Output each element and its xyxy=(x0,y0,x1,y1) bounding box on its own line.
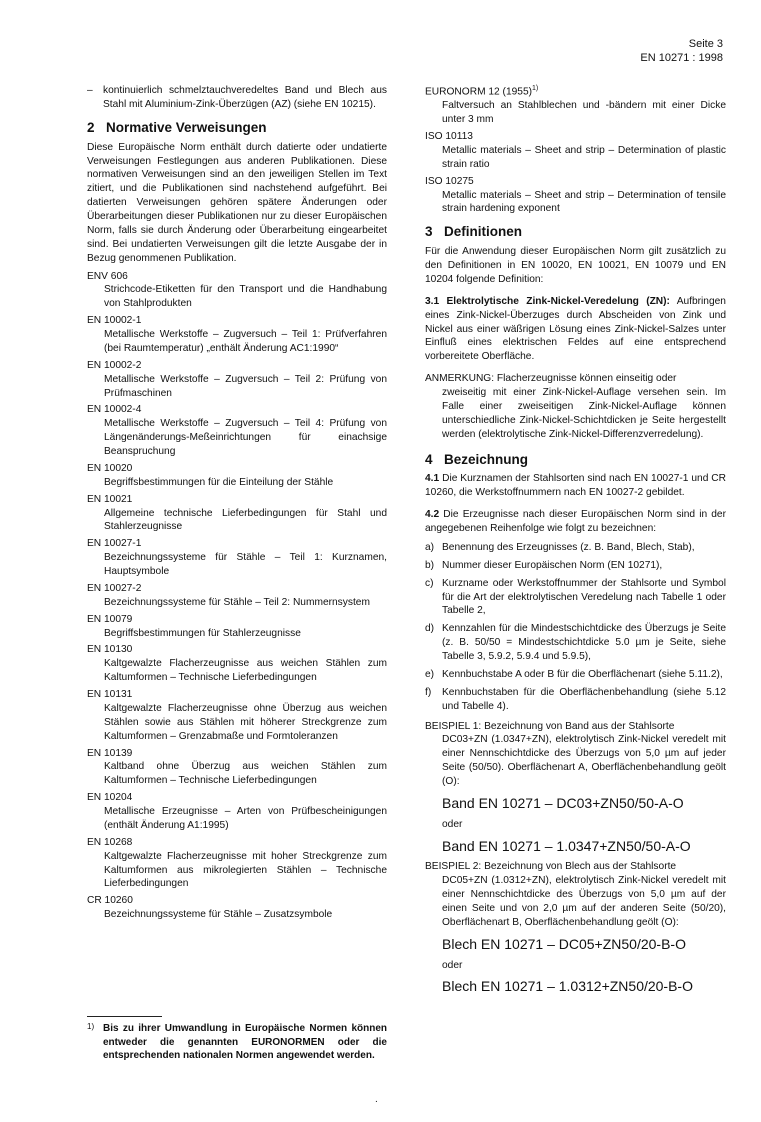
list-item-text: Kurzname oder Werkstoffnummer der Stahlsorte und Symbol für die Art der elektrolytischen Veredelung nach Tabelle 1 oder Tabelle 2, xyxy=(442,577,726,617)
oder-text: oder xyxy=(442,818,463,830)
reference-title: Metallic materials – Sheet and strip – Determination of tensile strain hardening exponent xyxy=(442,189,726,215)
definition-text: Aufbringen eines Zink-Nickel-Überzuges durch Abscheiden von Zink und Nickel aus einer wäßrigen Lösung eines Zink-Nickel-Salzes unter Einfluß eines elektrischen Feldes auf eine entsprechend vorbereitete Oberfläche. xyxy=(425,295,726,363)
reference-entry xyxy=(87,643,387,685)
paragraph-text: Die Kurznamen der Stahlsorten sind nach EN 10027-1 und CR 10260, die Werkstoffnummern nach EN 10027-2 gebildet. xyxy=(425,473,726,499)
example-label: BEISPIEL 2: xyxy=(425,861,482,873)
reference-entry xyxy=(87,894,387,922)
definition-3-1 xyxy=(425,295,726,364)
list-item xyxy=(425,668,726,682)
note-first-text: Flacherzeugnisse können einseitig oder xyxy=(496,373,677,385)
reference-code: EN 10021 xyxy=(87,493,133,505)
designation-code: Blech EN 10271 – 1.0312+ZN50/20-B-O xyxy=(442,978,693,995)
reference-title: Metallische Werkstoffe – Zugversuch – Teil 1: Prüfverfahren (bei Raumtemperatur) „enthält Änderung AC1:1990“ xyxy=(104,329,387,354)
reference-title: Kaltgewalzte Flacherzeugnisse aus weichen Stählen zum Kaltumformen – Technische Lieferbedingungen xyxy=(104,658,387,684)
example-2 xyxy=(425,860,726,995)
reference-entry xyxy=(87,359,387,401)
reference-title: Metallische Erzeugnisse – Arten von Prüfbescheinigungen (enthält Änderung A1:1995) xyxy=(104,806,387,831)
reference-entry xyxy=(87,791,387,833)
reference-code: EN 10139 xyxy=(87,747,133,759)
reference-list-continued xyxy=(425,84,726,216)
bullet-item xyxy=(87,84,387,112)
reference-code: EN 10079 xyxy=(87,613,133,625)
list-item xyxy=(425,622,726,664)
footnote-reference: 1) xyxy=(532,85,539,92)
reference-entry xyxy=(87,270,387,312)
reference-entry xyxy=(87,582,387,610)
reference-entry xyxy=(425,130,726,172)
reference-list xyxy=(87,270,387,923)
section-2-intro: Diese Europäische Norm enthält durch datierte oder undatierte Verweisungen Festlegungen aus anderen Publikationen. Diese normativen Verweisungen sind an den jeweiligen Stellen im Text zitiert, und die Publikationen sind nachstehend aufgeführt. Bei datierten Verweisungen gehören spätere Änderungen oder Überarbeitungen dieser Publikationen nur zu dieser Europäischen Norm, falls sie durch Änderung oder Überarbeitung eingearbeitet sind. Bei undatierten Verweisungen gilt die letzte Ausgabe der in Bezug genommenen Publikation. xyxy=(87,141,387,264)
example-first-text: Bezeichnung von Blech aus der Stahlsorte xyxy=(484,861,677,873)
list-item-label: a) xyxy=(425,541,435,553)
example-1 xyxy=(425,720,726,855)
section-number: 2 xyxy=(87,119,95,135)
list-item xyxy=(425,541,726,555)
reference-code: EN 10002-1 xyxy=(87,315,142,327)
list-item-text: Benennung des Erzeugnisses (z. B. Band, Blech, Stab), xyxy=(442,541,695,553)
reference-code-text: ISO 10275 xyxy=(425,175,474,187)
reference-entry xyxy=(87,537,387,579)
bullet-mark: – xyxy=(87,85,93,96)
paragraph-4-2 xyxy=(425,508,726,536)
reference-title: Begriffsbestimmungen für die Einteilung der Stähle xyxy=(104,476,334,488)
footnote-divider xyxy=(87,1016,162,1017)
designation-code: Band EN 10271 – 1.0347+ZN50/50-A-O xyxy=(442,837,691,854)
reference-entry xyxy=(87,688,387,744)
list-item xyxy=(425,686,726,714)
list-item-text: Kennzahlen für die Mindestschichtdicke des Überzugs je Seite (z. B. 50/50 = Mindestschichtdicke 5.0 µm je Seite, siehe Tabelle 3, 5.9.2, 5.9.4 und 5.9.5), xyxy=(442,623,726,663)
section-4-heading xyxy=(425,452,726,469)
list-item-label: e) xyxy=(425,668,435,680)
paragraph-text: Die Erzeugnisse nach dieser Europäischen Norm sind in der angegebenen Reihenfolge wie folgt zu bezeichnen: xyxy=(425,509,726,535)
reference-title: Metallic materials – Sheet and strip – Determination of plastic strain ratio xyxy=(442,144,726,170)
page-number: Seite 3 xyxy=(688,38,723,50)
section-number: 4 xyxy=(425,451,433,467)
paragraph-number: 4.1 xyxy=(425,473,440,485)
right-column xyxy=(425,84,726,1001)
footnote-mark: 1) xyxy=(87,1022,95,1031)
reference-code: EN 10130 xyxy=(87,644,133,656)
reference-entry xyxy=(425,84,726,127)
reference-code xyxy=(425,130,726,144)
example-text: DC05+ZN (1.0312+ZN), elektrolytisch Zink-Nickel veredelt mit einer Nennschichtdicke des Überzugs von 5,0 µm auf der einen Seite und von 2,0 µm auf der anderen Seite (50/20), Oberflächenart B, Oberflächenbehandlung geölt (O): xyxy=(442,875,726,928)
section-2-heading xyxy=(87,120,387,137)
reference-code: ENV 606 xyxy=(87,270,128,282)
reference-entry xyxy=(87,403,387,459)
section-title: Definitionen xyxy=(444,224,522,240)
page-header xyxy=(640,37,723,66)
list-item xyxy=(425,559,726,573)
list-item xyxy=(425,577,726,619)
reference-code xyxy=(425,175,726,189)
definition-number: 3.1 xyxy=(425,295,440,307)
example-first-line xyxy=(425,860,726,874)
example-first-line xyxy=(425,720,726,734)
reference-entry xyxy=(87,613,387,641)
reference-code: EN 10002-4 xyxy=(87,404,142,416)
reference-title: Begriffsbestimmungen für Stahlerzeugnisse xyxy=(104,627,301,639)
section-title: Normative Verweisungen xyxy=(106,119,267,135)
footnote-text: Bis zu ihrer Umwandlung in Europäische Normen können entweder die genannten EURONORMEN oder die entsprechenden nationalen Normen angewendet werden. xyxy=(103,1023,387,1061)
list-item-label: d) xyxy=(425,623,435,635)
example-first-text: Bezeichnung von Band aus der Stahlsorte xyxy=(484,720,675,732)
example-text: DC03+ZN (1.0347+ZN), elektrolytisch Zink-Nickel veredelt mit einer Nennschichtdicke des Überzugs von 5,0 µm auf jeder Seite (50/50). Oberflächenart A, Oberflächenbehandlung geölt (O): xyxy=(442,734,726,788)
standard-number: EN 10271 : 1998 xyxy=(640,52,723,65)
reference-title: Kaltband ohne Überzug aus weichen Stählen zum Kaltumformen – Technische Lieferbedingungen xyxy=(104,761,387,787)
reference-code: EN 10002-2 xyxy=(87,359,142,371)
note-text: zweiseitig mit einer Zink-Nickel-Auflage versehen sein. Im Falle einer zweiseitigen Zink-Nickel-Auflage können unterschiedliche Zink-Nickel-Schichtdicken je Seite hergestellt werden (elektrolytische Zink-Nickel-Differenzverredelung). xyxy=(442,387,726,440)
reference-entry xyxy=(425,175,726,217)
reference-title: Bezeichnungssysteme für Stähle – Zusatzsymbole xyxy=(104,909,333,921)
paragraph-number: 4.2 xyxy=(425,509,440,521)
reference-code: EN 10131 xyxy=(87,689,133,700)
reference-entry xyxy=(87,314,387,356)
footnote xyxy=(87,1022,387,1063)
reference-code: EN 10268 xyxy=(87,836,133,848)
reference-title: Faltversuch an Stahlblechen und -bändern mit einer Dicke unter 3 mm xyxy=(442,100,726,126)
list-item-label: b) xyxy=(425,559,435,571)
list-item-text: Kennbuchstabe A oder B für die Oberflächenart (siehe 5.11.2), xyxy=(442,668,723,680)
reference-code: EN 10204 xyxy=(87,792,133,804)
list-item-text: Nummer dieser Europäischen Norm (EN 10271), xyxy=(442,559,663,571)
list-item-text: Kennbuchstaben für die Oberflächenbehandlung (siehe 5.12 und Tabelle 4). xyxy=(442,686,726,712)
section-number: 3 xyxy=(425,224,433,240)
designation-order-list xyxy=(425,541,726,714)
reference-code: EN 10027-2 xyxy=(87,582,142,594)
left-column xyxy=(87,84,387,925)
reference-code-text: EURONORM 12 (1955) xyxy=(425,86,532,98)
reference-title: Metallische Werkstoffe – Zugversuch – Teil 2: Prüfung von Prüfmaschinen xyxy=(104,373,387,399)
reference-title: Bezeichnungssysteme für Stähle – Teil 2: Nummernsystem xyxy=(104,596,370,608)
designation-code: Blech EN 10271 – DC05+ZN50/20-B-O xyxy=(442,935,686,952)
note-block xyxy=(425,372,726,441)
reference-code-text: ISO 10113 xyxy=(425,131,473,143)
reference-title: Kaltgewalzte Flacherzeugnisse ohne Überzug aus weichen Stählen sowie aus Stählen mit höherer Streckgrenze zum Kaltumformen – Grenzabmaße und Formtoleranzen xyxy=(104,702,387,742)
reference-code: CR 10260 xyxy=(87,895,133,907)
paragraph-4-1 xyxy=(425,472,726,500)
reference-entry xyxy=(87,836,387,892)
reference-title: Metallische Werkstoffe – Zugversuch – Teil 4: Prüfung von Längenänderungs-Meßeinrichtungen für einachsige Beanspruchung xyxy=(104,418,387,457)
note-first-line xyxy=(425,372,726,386)
reference-title: Allgemeine technische Lieferbedingungen für Stahl und Stahlerzeugnisse xyxy=(104,507,387,533)
section-title: Bezeichnung xyxy=(444,451,529,467)
reference-title: Kaltgewalzte Flacherzeugnisse mit hoher Streckgrenze zum Kaltumformen aus mikrolegierten Stählen – Technische Lieferbedingungen xyxy=(104,850,387,890)
page-dot: . xyxy=(375,1094,378,1105)
oder-text: oder xyxy=(442,959,463,971)
reference-title: Bezeichnungssysteme für Stähle – Teil 1: Kurznamen, Hauptsymbole xyxy=(104,552,387,577)
designation-code: Band EN 10271 – DC03+ZN50/50-A-O xyxy=(442,794,684,811)
list-item-label: f) xyxy=(425,686,432,698)
list-item-label: c) xyxy=(425,577,434,589)
example-label: BEISPIEL 1: xyxy=(425,720,482,732)
definition-title: Elektrolytische Zink-Nickel-Veredelung (ZN): xyxy=(446,295,670,307)
reference-title: Strichcode-Etiketten für den Transport und die Handhabung von Stahlprodukten xyxy=(104,284,387,310)
bullet-text: kontinuierlich schmelztauchveredeltes Band und Blech aus Stahl mit Aluminium-Zink-Überzügen (AZ) (siehe EN 10215). xyxy=(103,85,387,110)
note-label: ANMERKUNG: xyxy=(425,373,495,385)
reference-code: EN 10020 xyxy=(87,462,133,474)
reference-code: EN 10027-1 xyxy=(87,538,142,550)
reference-entry xyxy=(87,493,387,535)
section-3-intro: Für die Anwendung dieser Europäischen Norm gilt zusätzlich zu den Definitionen in EN 10020, EN 10021, EN 10079 und EN 10204 folgende Definition: xyxy=(425,246,726,285)
reference-code xyxy=(425,84,726,99)
reference-entry xyxy=(87,747,387,789)
section-3-heading xyxy=(425,224,726,241)
reference-entry xyxy=(87,462,387,490)
